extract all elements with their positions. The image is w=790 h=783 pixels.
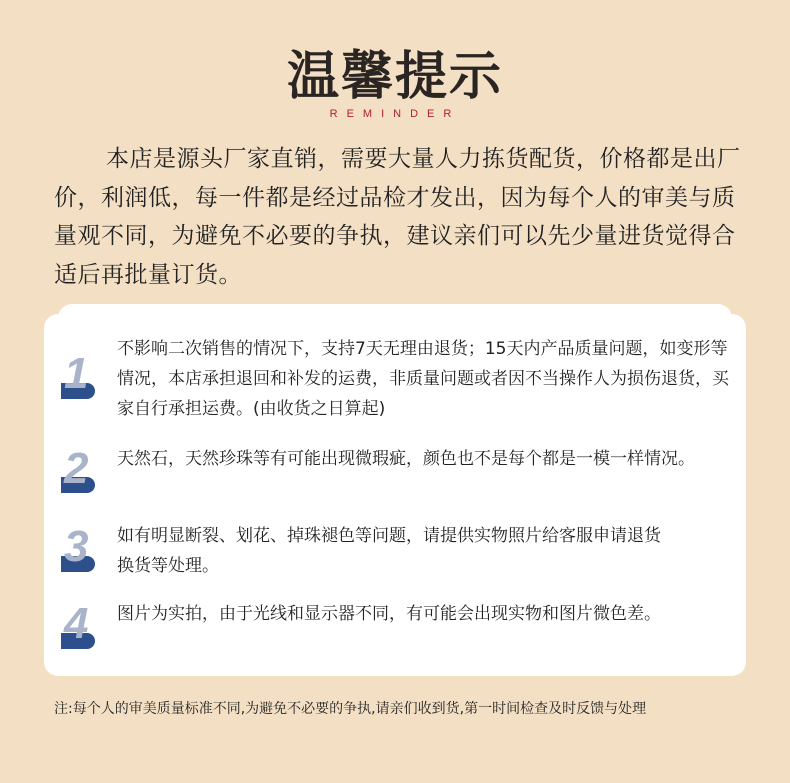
policy-item: 天然石，天然珍珠等有可能出现微瑕疵，颜色也不是每个都是一模一样情况。 <box>117 449 695 469</box>
item-number: 3 <box>64 522 89 571</box>
page-title: 温馨提示 <box>286 47 503 107</box>
policy-item: 图片为实拍，由于光线和显示器不同，有可能会出现实物和图片微色差。 <box>117 604 661 624</box>
policy-item: 如有明显断裂、划花、掉珠褪色等问题，请提供实物照片给客服申请退货换货等处理。 <box>117 526 661 576</box>
footnote: 注:每个人的审美质量标准不同,为避免不必要的争执,请亲们收到货,第一时间检查及时反馈与处理 <box>54 701 647 717</box>
item-number: 2 <box>64 444 89 493</box>
item-number: 4 <box>64 599 89 648</box>
intro-paragraph: 本店是源头厂家直销，需要大量人力拣货配货，价格都是出厂价，利润低，每一件都是经过品检才发出，因为每个人的审美与质量观不同，为避免不必要的争执，建议亲们可以先少量进货觉得合适后再批量订货。 <box>54 146 741 288</box>
item-number: 1 <box>64 349 89 398</box>
page-subtitle: REMINDER <box>329 108 461 120</box>
policy-item: 不影响二次销售的情况下，支持7天无理由退货；15天内产品质量问题，如变形等情况，本店承担退回和补发的运费，非质量问题或者因不当操作人为损伤退货，买家自行承担运费。(由收货之日算起) <box>117 339 729 419</box>
